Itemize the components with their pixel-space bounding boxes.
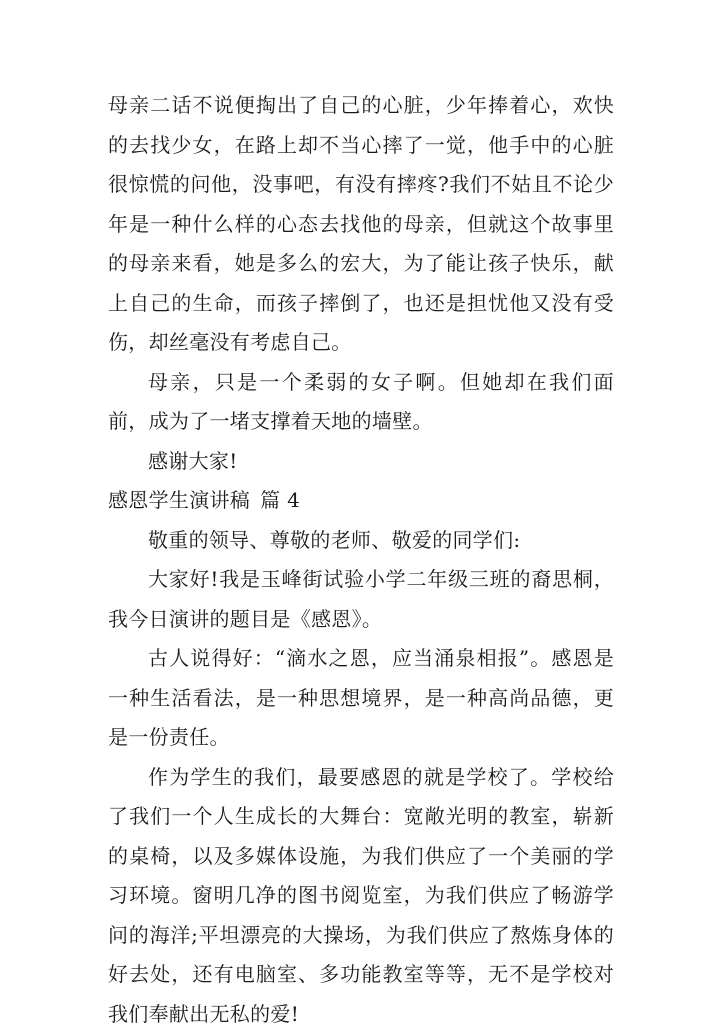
paragraph-introduction: 大家好!我是玉峰街试验小学二年级三班的裔思桐，我今日演讲的题目是《感恩》。 bbox=[108, 560, 614, 639]
paragraph-greeting: 敬重的领导、尊敬的老师、敬爱的同学们: bbox=[108, 521, 614, 561]
paragraph-school-gratitude: 作为学生的我们，最要感恩的就是学校了。学校给了我们一个人生成长的大舞台：宽敞光明的教室，崭新的桌椅，以及多媒体设施，为我们供应了一个美丽的学习环境。窗明几净的图书阅览室，为我们供应了畅游学问的海洋;平坦漂亮的大操场，为我们供应了熬炼身体的好去处，还有电脑室、多功能教室等等，无不是学校对我们奉献出无私的爱! bbox=[108, 758, 614, 1034]
paragraph-mother-heart-story: 母亲二话不说便掏出了自己的心脏，少年捧着心，欢快的去找少女，在路上却不当心摔了一觉，他手中的心脏很惊慌的问他，没事吧，有没有摔疼?我们不姑且不论少年是一种什么样的心态去找他的母亲，但就这个故事里的母亲来看，她是多么的宏大，为了能让孩子快乐，献上自己的生命，而孩子摔倒了，也还是担忧他又没有受伤，却丝毫没有考虑自己。 bbox=[108, 86, 614, 363]
paragraph-proverb: 古人说得好：“滴水之恩，应当涌泉相报”。感恩是一种生活看法，是一种思想境界，是一种高尚品德，更是一份责任。 bbox=[108, 639, 614, 758]
section-heading bbox=[108, 481, 614, 521]
heading-title: 感恩学生演讲稿 bbox=[108, 488, 250, 512]
paragraph-thanks: 感谢大家! bbox=[108, 442, 614, 482]
paragraph-mother-wall: 母亲，只是一个柔弱的女子啊。但她却在我们面前，成为了一堵支撑着天地的墙壁。 bbox=[108, 363, 614, 442]
document-page bbox=[108, 86, 614, 1034]
heading-number: 篇 4 bbox=[260, 488, 300, 512]
